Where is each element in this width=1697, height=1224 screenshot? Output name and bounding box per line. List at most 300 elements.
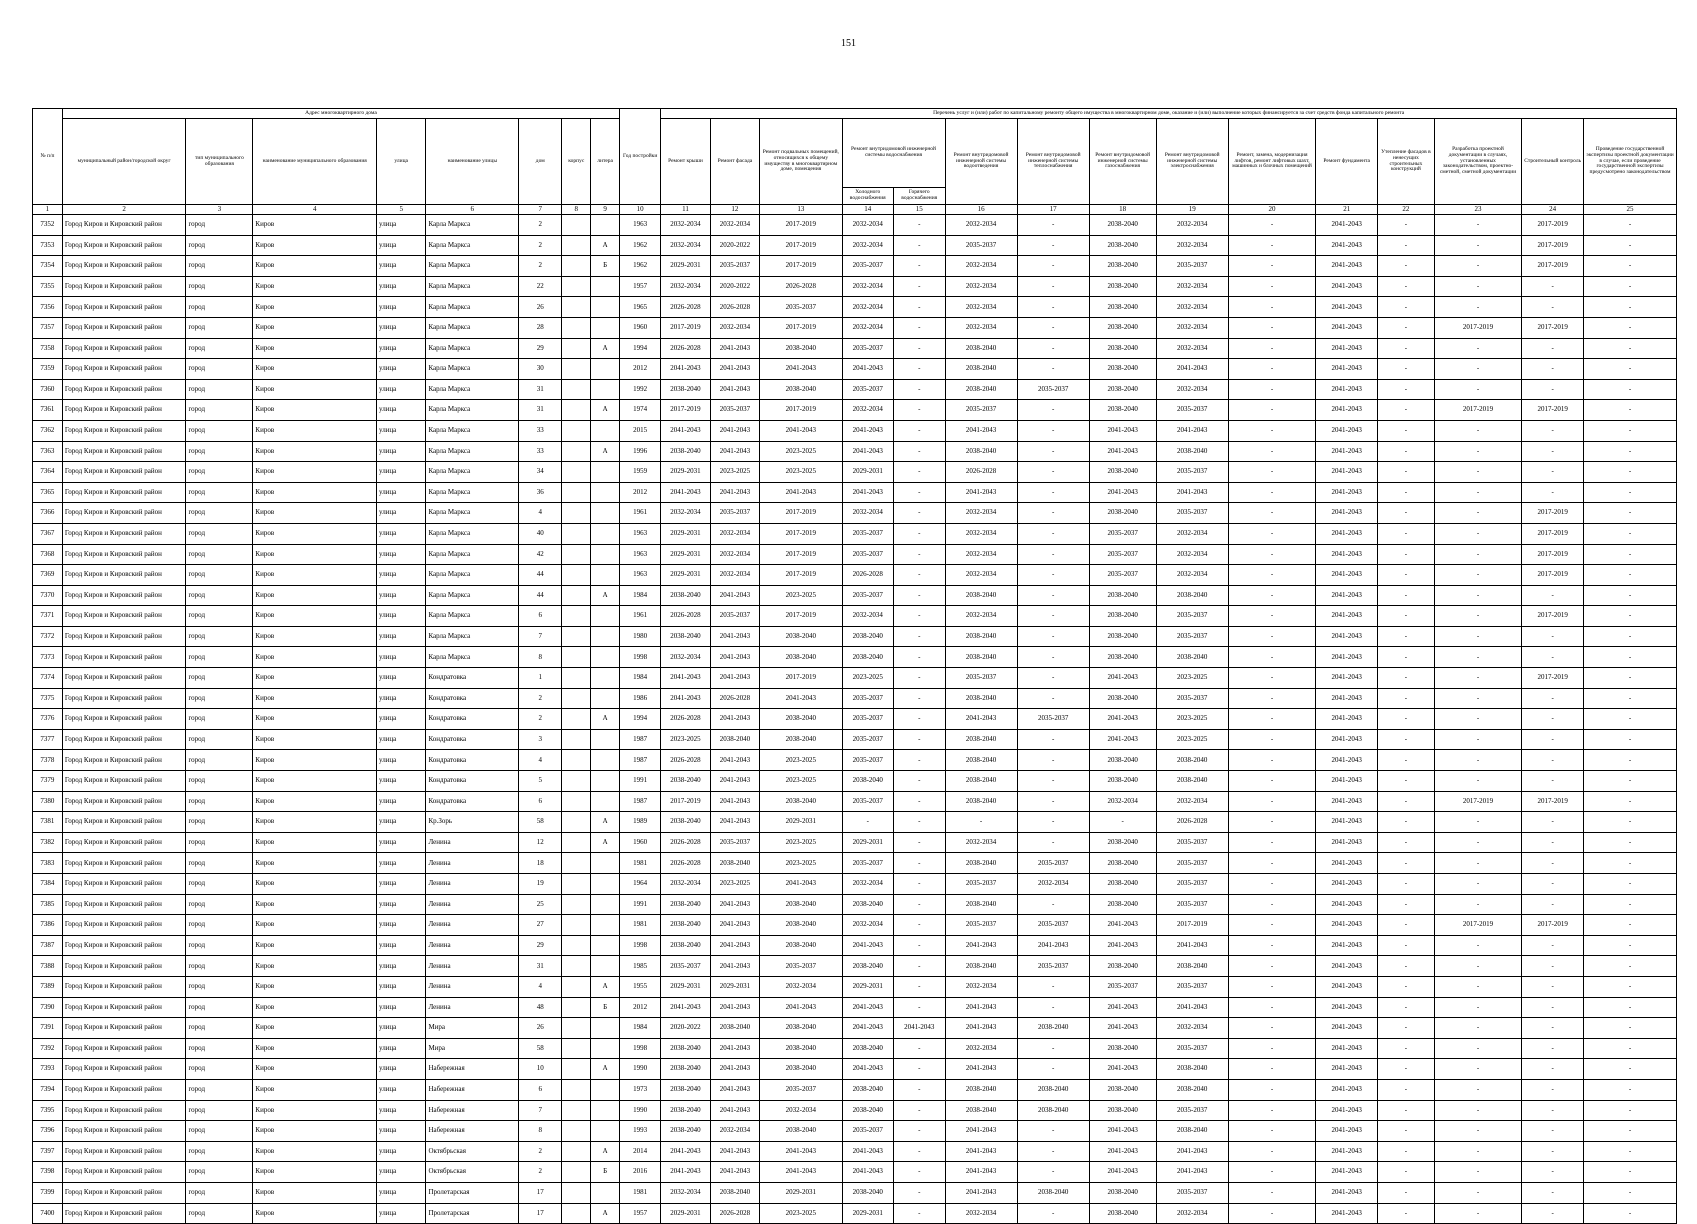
table-cell: - bbox=[1522, 956, 1584, 977]
table-cell: 2038-2040 bbox=[1089, 1079, 1156, 1100]
table-cell: 7376 bbox=[33, 709, 63, 730]
table-cell: 2 bbox=[519, 256, 562, 277]
table-cell: - bbox=[1017, 1038, 1089, 1059]
table-cell: - bbox=[1017, 1141, 1089, 1162]
table-cell: - bbox=[1434, 729, 1522, 750]
table-cell: - bbox=[1584, 585, 1677, 606]
table-cell: - bbox=[1584, 215, 1677, 236]
table-cell: - bbox=[894, 1059, 946, 1080]
table-cell: 1984 bbox=[620, 585, 661, 606]
table-cell: - bbox=[1017, 1121, 1089, 1142]
table-cell: - bbox=[1228, 1079, 1316, 1100]
table-cell: - bbox=[894, 256, 946, 277]
table-cell: 2035-2037 bbox=[842, 379, 894, 400]
table-cell: 2035-2037 bbox=[760, 297, 842, 318]
table-cell: - bbox=[1378, 606, 1435, 627]
table-cell: город bbox=[186, 317, 253, 338]
table-cell: Киров bbox=[253, 935, 377, 956]
table-cell: 2041-2043 bbox=[1316, 771, 1378, 792]
table-cell: - bbox=[1017, 297, 1089, 318]
table-cell: 2026-2028 bbox=[842, 565, 894, 586]
table-cell: 2041-2043 bbox=[710, 1079, 759, 1100]
table-cell: 2038-2040 bbox=[842, 771, 894, 792]
table-cell: улица bbox=[377, 400, 426, 421]
table-cell: - bbox=[1522, 462, 1584, 483]
table-cell: 2038-2040 bbox=[1089, 688, 1156, 709]
table-cell bbox=[562, 812, 591, 833]
table-cell: улица bbox=[377, 565, 426, 586]
table-cell: 2017-2019 bbox=[1522, 256, 1584, 277]
table-cell: 2035-2037 bbox=[710, 256, 759, 277]
table-cell: 2041-2043 bbox=[1089, 1018, 1156, 1039]
table-cell: - bbox=[894, 400, 946, 421]
table-cell: 2017-2019 bbox=[1522, 400, 1584, 421]
table-cell: 7359 bbox=[33, 359, 63, 380]
table-cell: 36 bbox=[519, 482, 562, 503]
table-cell: - bbox=[1434, 297, 1522, 318]
table-cell: 2041-2043 bbox=[1316, 832, 1378, 853]
table-cell: - bbox=[1378, 832, 1435, 853]
table-cell: - bbox=[894, 874, 946, 895]
table-cell: 2032-2034 bbox=[760, 976, 842, 997]
table-cell: 2017-2019 bbox=[661, 400, 710, 421]
table-cell: 19 bbox=[519, 874, 562, 895]
table-cell: - bbox=[1228, 235, 1316, 256]
table-cell: 22 bbox=[519, 276, 562, 297]
table-cell: город bbox=[186, 1018, 253, 1039]
table-cell: 2038-2040 bbox=[760, 709, 842, 730]
table-cell: - bbox=[1228, 729, 1316, 750]
table-cell: 2029-2031 bbox=[842, 832, 894, 853]
table-cell: 2035-2037 bbox=[842, 791, 894, 812]
table-cell: 2041-2043 bbox=[1316, 1038, 1378, 1059]
column-number: 19 bbox=[1156, 205, 1228, 215]
table-cell: Карла Маркса bbox=[426, 503, 519, 524]
table-cell: - bbox=[1017, 750, 1089, 771]
table-cell: 2032-2034 bbox=[842, 606, 894, 627]
table-cell: 2038-2040 bbox=[661, 626, 710, 647]
table-cell: - bbox=[1378, 647, 1435, 668]
table-body bbox=[33, 215, 1677, 1224]
table-cell: Киров bbox=[253, 729, 377, 750]
table-cell: улица bbox=[377, 997, 426, 1018]
table-cell: Город Киров и Кировский район bbox=[62, 1141, 186, 1162]
table-cell: 2035-2037 bbox=[945, 668, 1017, 689]
table-cell: Киров bbox=[253, 565, 377, 586]
table-cell: 1963 bbox=[620, 544, 661, 565]
table-cell: 2041-2043 bbox=[945, 482, 1017, 503]
table-cell: улица bbox=[377, 523, 426, 544]
table-cell: город bbox=[186, 462, 253, 483]
table-cell: улица bbox=[377, 750, 426, 771]
table-cell: улица bbox=[377, 359, 426, 380]
column-number: 1 bbox=[33, 205, 63, 215]
table-cell: 1961 bbox=[620, 606, 661, 627]
table-cell: 2029-2031 bbox=[661, 523, 710, 544]
table-cell: 2017-2019 bbox=[1522, 668, 1584, 689]
table-cell: 7384 bbox=[33, 874, 63, 895]
table-cell: - bbox=[1017, 812, 1089, 833]
table-cell: Б bbox=[591, 1162, 620, 1183]
table-cell: город bbox=[186, 359, 253, 380]
table-cell: - bbox=[1228, 215, 1316, 236]
table-cell: А bbox=[591, 812, 620, 833]
table-cell: - bbox=[1378, 1121, 1435, 1142]
table-cell: 2038-2040 bbox=[1156, 647, 1228, 668]
table-cell: 2041-2043 bbox=[1316, 1121, 1378, 1142]
table-cell: город bbox=[186, 420, 253, 441]
table-row bbox=[33, 935, 1677, 956]
table-cell: - bbox=[1584, 976, 1677, 997]
table-cell: 2038-2040 bbox=[1089, 647, 1156, 668]
table-cell: 2038-2040 bbox=[760, 626, 842, 647]
table-cell: - bbox=[1017, 997, 1089, 1018]
table-cell bbox=[562, 1059, 591, 1080]
table-cell: - bbox=[842, 812, 894, 833]
table-cell: Киров bbox=[253, 915, 377, 936]
table-row bbox=[33, 956, 1677, 977]
table-cell: 2038-2040 bbox=[710, 853, 759, 874]
table-cell: Киров bbox=[253, 276, 377, 297]
table-cell: 2038-2040 bbox=[1089, 771, 1156, 792]
table-row bbox=[33, 462, 1677, 483]
table-cell: 7387 bbox=[33, 935, 63, 956]
table-cell: - bbox=[1584, 647, 1677, 668]
table-cell: - bbox=[1228, 1121, 1316, 1142]
table-cell: 2041-2043 bbox=[1089, 1059, 1156, 1080]
table-cell: 1964 bbox=[620, 874, 661, 895]
table-cell: 1990 bbox=[620, 1100, 661, 1121]
table-cell: - bbox=[1584, 379, 1677, 400]
table-cell: 8 bbox=[519, 647, 562, 668]
table-row bbox=[33, 523, 1677, 544]
column-number: 9 bbox=[591, 205, 620, 215]
table-header bbox=[33, 109, 1677, 215]
table-cell: 2029-2031 bbox=[710, 976, 759, 997]
table-cell: - bbox=[1017, 276, 1089, 297]
table-cell: 7389 bbox=[33, 976, 63, 997]
table-cell: 2038-2040 bbox=[1089, 1100, 1156, 1121]
table-row bbox=[33, 1079, 1677, 1100]
table-cell: 2041-2043 bbox=[661, 688, 710, 709]
table-cell: 2038-2040 bbox=[1156, 956, 1228, 977]
table-cell: Набережная bbox=[426, 1059, 519, 1080]
table-cell bbox=[562, 1203, 591, 1224]
table-cell: 2029-2031 bbox=[842, 1203, 894, 1224]
table-cell: - bbox=[1434, 256, 1522, 277]
table-cell: 2032-2034 bbox=[1156, 379, 1228, 400]
table-cell: - bbox=[1378, 1079, 1435, 1100]
table-cell bbox=[562, 585, 591, 606]
table-cell: улица bbox=[377, 338, 426, 359]
table-cell: - bbox=[1522, 874, 1584, 895]
table-cell: - bbox=[894, 894, 946, 915]
table-cell: город bbox=[186, 606, 253, 627]
table-cell: Город Киров и Кировский район bbox=[62, 1079, 186, 1100]
table-cell: 2038-2040 bbox=[1089, 338, 1156, 359]
header-settlement-type: тип муниципального образования bbox=[186, 119, 253, 205]
table-cell: - bbox=[1522, 1038, 1584, 1059]
header-insulation: Утепление фасадов в ненесущих строительных конструкций bbox=[1378, 119, 1435, 205]
table-cell: 2017-2019 bbox=[1522, 606, 1584, 627]
table-cell: город bbox=[186, 688, 253, 709]
table-cell: Город Киров и Кировский район bbox=[62, 503, 186, 524]
table-cell: 2038-2040 bbox=[842, 894, 894, 915]
table-cell: 2035-2037 bbox=[1156, 853, 1228, 874]
table-cell: 2038-2040 bbox=[1089, 750, 1156, 771]
table-cell: 2041-2043 bbox=[760, 359, 842, 380]
table-cell: - bbox=[1378, 482, 1435, 503]
table-cell: - bbox=[1228, 915, 1316, 936]
table-cell: - bbox=[1434, 276, 1522, 297]
table-cell: Город Киров и Кировский район bbox=[62, 956, 186, 977]
table-cell: Ленина bbox=[426, 956, 519, 977]
table-cell bbox=[591, 935, 620, 956]
table-row bbox=[33, 1121, 1677, 1142]
table-cell: - bbox=[1378, 626, 1435, 647]
table-cell: 2038-2040 bbox=[661, 1038, 710, 1059]
table-cell: - bbox=[945, 812, 1017, 833]
table-row bbox=[33, 997, 1677, 1018]
column-number: 10 bbox=[620, 205, 661, 215]
table-cell: 2041-2043 bbox=[760, 688, 842, 709]
page-number: 151 bbox=[841, 38, 856, 49]
table-cell: 1989 bbox=[620, 812, 661, 833]
table-cell: 2029-2031 bbox=[661, 565, 710, 586]
table-cell: 2017-2019 bbox=[760, 606, 842, 627]
table-cell: Город Киров и Кировский район bbox=[62, 626, 186, 647]
table-cell: улица bbox=[377, 668, 426, 689]
table-row bbox=[33, 544, 1677, 565]
table-cell bbox=[591, 1121, 620, 1142]
table-cell: - bbox=[1434, 235, 1522, 256]
table-cell: город bbox=[186, 297, 253, 318]
table-cell: улица bbox=[377, 1038, 426, 1059]
table-cell: Карла Маркса bbox=[426, 235, 519, 256]
table-cell: 1959 bbox=[620, 462, 661, 483]
table-cell: 2032-2034 bbox=[661, 874, 710, 895]
table-cell bbox=[562, 565, 591, 586]
table-cell: - bbox=[1017, 791, 1089, 812]
table-cell: Город Киров и Кировский район bbox=[62, 709, 186, 730]
table-cell: 2038-2040 bbox=[1089, 832, 1156, 853]
table-cell: - bbox=[1228, 400, 1316, 421]
table-cell: - bbox=[1378, 276, 1435, 297]
table-cell: 2038-2040 bbox=[945, 647, 1017, 668]
table-cell: 2041-2043 bbox=[945, 1141, 1017, 1162]
table-cell: 2038-2040 bbox=[945, 379, 1017, 400]
table-cell: - bbox=[1584, 606, 1677, 627]
table-cell: 2038-2040 bbox=[1156, 585, 1228, 606]
table-cell: - bbox=[1584, 688, 1677, 709]
table-cell: Киров bbox=[253, 1141, 377, 1162]
header-house: дом bbox=[519, 119, 562, 205]
table-cell: А bbox=[591, 400, 620, 421]
table-cell: Город Киров и Кировский район bbox=[62, 585, 186, 606]
table-cell: 2041-2043 bbox=[710, 709, 759, 730]
table-cell: 7364 bbox=[33, 462, 63, 483]
table-cell: 2038-2040 bbox=[945, 1079, 1017, 1100]
table-cell: город bbox=[186, 1100, 253, 1121]
table-cell bbox=[591, 359, 620, 380]
table-cell: А bbox=[591, 832, 620, 853]
table-cell: Город Киров и Кировский район bbox=[62, 276, 186, 297]
table-cell: 2041-2043 bbox=[710, 1141, 759, 1162]
table-cell: 2041-2043 bbox=[760, 997, 842, 1018]
table-cell: 1984 bbox=[620, 1018, 661, 1039]
table-cell: 2041-2043 bbox=[1089, 997, 1156, 1018]
table-cell: 7374 bbox=[33, 668, 63, 689]
table-cell: 2041-2043 bbox=[1316, 647, 1378, 668]
table-cell: А bbox=[591, 1203, 620, 1224]
table-cell: 2041-2043 bbox=[1316, 420, 1378, 441]
table-cell: - bbox=[1584, 626, 1677, 647]
table-cell: 2041-2043 bbox=[1316, 235, 1378, 256]
table-cell: Киров bbox=[253, 235, 377, 256]
table-row bbox=[33, 853, 1677, 874]
table-cell: 2035-2037 bbox=[842, 688, 894, 709]
table-cell: город bbox=[186, 1141, 253, 1162]
table-cell: город bbox=[186, 276, 253, 297]
table-cell: Карла Маркса bbox=[426, 647, 519, 668]
table-cell: - bbox=[1228, 647, 1316, 668]
table-cell: - bbox=[1017, 832, 1089, 853]
table-cell: 2038-2040 bbox=[760, 647, 842, 668]
table-cell: 2041-2043 bbox=[842, 997, 894, 1018]
table-cell: - bbox=[1434, 874, 1522, 895]
table-cell: Киров bbox=[253, 338, 377, 359]
table-cell: Киров bbox=[253, 874, 377, 895]
table-cell: 2020-2022 bbox=[661, 1018, 710, 1039]
table-cell: Карла Маркса bbox=[426, 606, 519, 627]
table-cell: 4 bbox=[519, 750, 562, 771]
table-cell: - bbox=[1378, 729, 1435, 750]
table-cell bbox=[562, 1038, 591, 1059]
table-cell: 2029-2031 bbox=[842, 976, 894, 997]
table-cell bbox=[591, 771, 620, 792]
table-cell: Ленина bbox=[426, 976, 519, 997]
table-cell: - bbox=[1584, 1121, 1677, 1142]
table-cell: 2017-2019 bbox=[1522, 317, 1584, 338]
table-cell: - bbox=[1522, 688, 1584, 709]
table-cell: 2038-2040 bbox=[661, 771, 710, 792]
header-settlement-name: наименование муниципального образования bbox=[253, 119, 377, 205]
table-cell: - bbox=[894, 729, 946, 750]
table-cell: 2041-2043 bbox=[945, 709, 1017, 730]
table-cell: 2038-2040 bbox=[945, 853, 1017, 874]
table-cell: - bbox=[1378, 297, 1435, 318]
table-cell: 2038-2040 bbox=[1017, 1100, 1089, 1121]
table-cell bbox=[591, 750, 620, 771]
table-cell: 2041-2043 bbox=[1316, 297, 1378, 318]
table-cell bbox=[591, 276, 620, 297]
table-cell: 7353 bbox=[33, 235, 63, 256]
table-cell: 2032-2034 bbox=[945, 565, 1017, 586]
table-cell: 2023-2025 bbox=[661, 729, 710, 750]
table-cell: 2041-2043 bbox=[710, 935, 759, 956]
table-cell: 2041-2043 bbox=[760, 420, 842, 441]
table-row bbox=[33, 750, 1677, 771]
table-cell: 3 bbox=[519, 729, 562, 750]
table-cell: 2041-2043 bbox=[1156, 420, 1228, 441]
table-row bbox=[33, 812, 1677, 833]
table-row bbox=[33, 585, 1677, 606]
column-number: 5 bbox=[377, 205, 426, 215]
table-cell: - bbox=[1434, 523, 1522, 544]
table-cell: 2038-2040 bbox=[760, 894, 842, 915]
table-cell: Город Киров и Кировский район bbox=[62, 812, 186, 833]
table-row bbox=[33, 1141, 1677, 1162]
table-cell: Ленина bbox=[426, 915, 519, 936]
table-cell: - bbox=[894, 565, 946, 586]
table-cell: 2035-2037 bbox=[945, 874, 1017, 895]
table-cell: - bbox=[894, 482, 946, 503]
table-cell: 2032-2034 bbox=[710, 565, 759, 586]
table-cell: Кондратовка bbox=[426, 729, 519, 750]
table-cell: 2012 bbox=[620, 359, 661, 380]
column-number: 21 bbox=[1316, 205, 1378, 215]
table-cell: 7365 bbox=[33, 482, 63, 503]
table-cell: 2032-2034 bbox=[945, 503, 1017, 524]
table-cell bbox=[562, 976, 591, 997]
table-cell: 2017-2019 bbox=[760, 400, 842, 421]
table-cell bbox=[591, 606, 620, 627]
table-cell: 2032-2034 bbox=[1156, 523, 1228, 544]
table-cell: улица bbox=[377, 976, 426, 997]
table-cell: - bbox=[1228, 585, 1316, 606]
table-cell: Город Киров и Кировский район bbox=[62, 915, 186, 936]
table-cell: 2035-2037 bbox=[710, 832, 759, 853]
table-cell: Кондратовка bbox=[426, 791, 519, 812]
table-cell: - bbox=[1584, 565, 1677, 586]
table-cell: 2023-2025 bbox=[710, 874, 759, 895]
table-cell: - bbox=[1017, 585, 1089, 606]
table-cell: 2035-2037 bbox=[1089, 565, 1156, 586]
table-cell: - bbox=[1584, 709, 1677, 730]
table-cell: - bbox=[1584, 935, 1677, 956]
table-cell: 1960 bbox=[620, 832, 661, 853]
table-cell: 2041-2043 bbox=[710, 338, 759, 359]
table-cell: улица bbox=[377, 935, 426, 956]
table-cell: улица bbox=[377, 791, 426, 812]
table-cell: - bbox=[1584, 359, 1677, 380]
table-cell: Карла Маркса bbox=[426, 359, 519, 380]
table-cell: Киров bbox=[253, 1203, 377, 1224]
table-cell: 2026-2028 bbox=[710, 688, 759, 709]
table-cell: - bbox=[1584, 1141, 1677, 1162]
table-cell: 7379 bbox=[33, 771, 63, 792]
table-cell: 2035-2037 bbox=[1156, 606, 1228, 627]
table-cell: - bbox=[1584, 668, 1677, 689]
table-cell: 2041-2043 bbox=[1316, 1182, 1378, 1203]
table-cell: 2035-2037 bbox=[760, 1079, 842, 1100]
table-cell: - bbox=[1228, 523, 1316, 544]
table-cell: город bbox=[186, 976, 253, 997]
header-hot-water: Горячего водоснабжения bbox=[894, 188, 946, 205]
table-cell: 1994 bbox=[620, 709, 661, 730]
table-cell bbox=[591, 915, 620, 936]
table-cell: - bbox=[1522, 935, 1584, 956]
table-cell: - bbox=[1228, 853, 1316, 874]
table-row bbox=[33, 1100, 1677, 1121]
table-cell bbox=[562, 791, 591, 812]
table-cell: 7363 bbox=[33, 441, 63, 462]
table-cell: Набережная bbox=[426, 1079, 519, 1100]
table-cell: - bbox=[894, 297, 946, 318]
table-cell: - bbox=[1228, 1018, 1316, 1039]
column-number: 12 bbox=[710, 205, 759, 215]
table-row bbox=[33, 482, 1677, 503]
